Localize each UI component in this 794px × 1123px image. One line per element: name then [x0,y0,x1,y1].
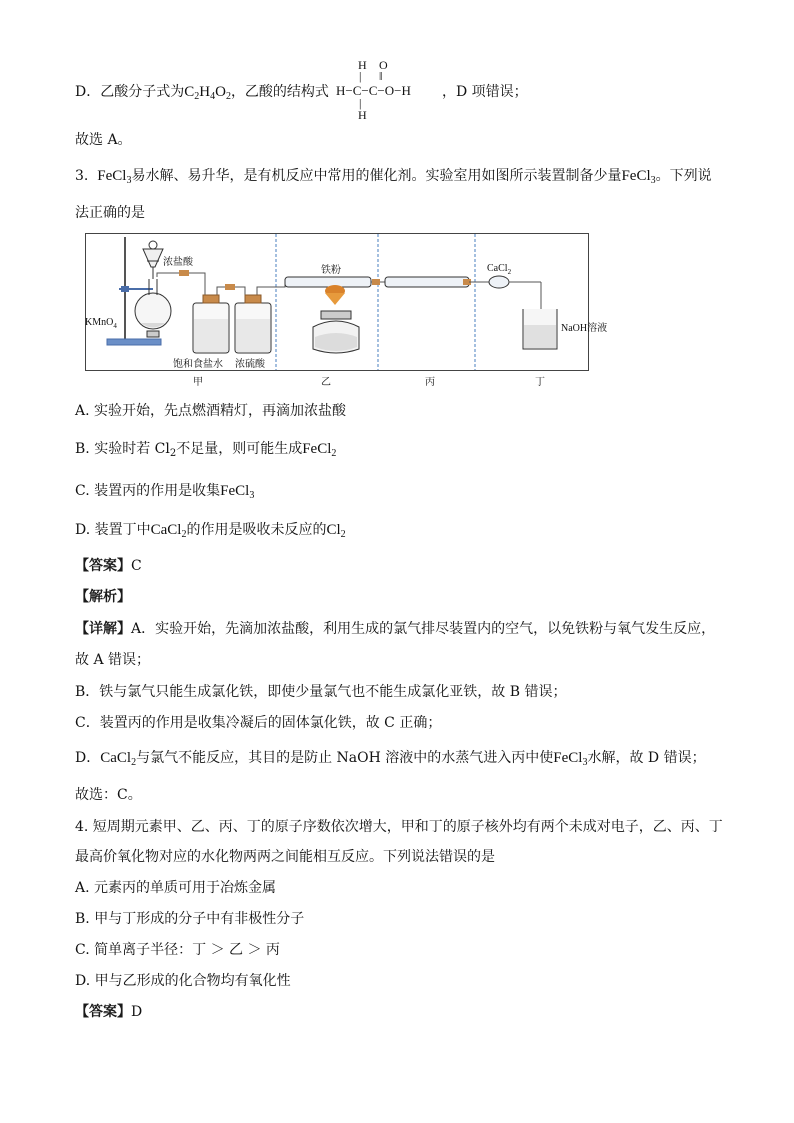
apparatus-diagram [85,233,608,391]
q3-option-b: B. 实验时若 $Cl_2$不足量，则可能生成FeCl$_2$ [75,441,337,459]
q4-stem-line1: 4. 短周期元素甲、乙、丙、丁的原子序数依次增大，甲和丁的原子核外均有两个未成对电子，乙、丙、丁 [75,819,723,835]
acetic-acid-structure: H O | ‖ H−C−C−O−H | H [336,58,411,122]
q3-stem-line1: 3. FeCl$_3$易水解、易升华，是有机反应中常用的催化剂。实验室用如图所示装置制备少量FeCl$_3$。下列说 [75,168,712,186]
q3-option-a: A. 实验开始，先点燃酒精灯，再滴加浓盐酸 [75,403,347,419]
label-h2so4: 浓硫酸 [235,359,265,370]
collection-tube [385,277,471,287]
q3-choose: 故选：C。 [75,787,142,803]
label-cacl2: CaCl$_2$ [487,263,512,276]
q3-option-d: D. 装置丁中CaCl$_2$的作用是吸收未反应的$Cl_2$ [75,522,346,540]
q4-option-a: A. 元素丙的单质可用于冶炼金属 [75,880,277,896]
label-ding: 丁 [535,377,545,388]
q4-option-d: D. 甲与乙形成的化合物均有氧化性 [75,973,291,989]
q3-answer: 【答案】C [75,558,142,574]
q3-stem-line2: 法正确的是 [75,205,145,221]
naoh-beaker [523,309,557,349]
sulfuric-acid-bottle [235,295,271,353]
label-yi: 乙 [321,377,331,388]
q3-analysis-tag: 【解析】 [75,589,131,605]
option-d-tail: ，D 项错误； [442,84,528,100]
label-iron-powder: 铁粉 [321,265,341,276]
q3-option-c: C. 装置丙的作用是收集FeCl$_3$ [75,483,255,501]
q3-detail-line2: 故 A 错误； [75,652,151,668]
choose-a: 故选 A。 [75,132,132,148]
q3-detail-line4: C．装置丙的作用是收集冷凝后的固体氯化铁，故 C 正确； [75,715,442,731]
q3-detail-line5: D．CaCl$_2$与氯气不能反应，其目的是防止 NaOH 溶液中的水蒸气进入丙中使FeCl$_3$水解，故 D 错误； [75,750,706,768]
label-jia: 甲 [193,377,203,388]
option-d-acetic-acid: D．乙酸分子式为$C_2H_4O_2$，乙酸的结构式 [75,84,329,102]
q4-stem-line2: 最高价氧化物对应的水化物两两之间能相互反应。下列说法错误的是 [75,849,495,865]
label-bing: 丙 [425,377,435,388]
q4-option-c: C. 简单离子半径：丁 ＞ 乙 ＞ 丙 [75,942,280,958]
q3-detail-line1: 【详解】A．实验开始，先滴加浓盐酸，利用生成的氯气排尽装置内的空气，以免铁粉与氧气发生反应， [75,621,716,637]
label-conc-hcl: 浓盐酸 [163,257,193,268]
brine-bottle [193,295,229,353]
label-naoh: NaOH溶液 [561,323,608,334]
reaction-flask [135,279,171,337]
label-brine: 饱和食盐水 [173,359,223,370]
q4-option-b: B. 甲与丁形成的分子中有非极性分子 [75,911,305,927]
q3-detail-line3: B．铁与氯气只能生成氯化铁，即使少量氯气也不能生成氯化亚铁，故 B 错误； [75,684,567,700]
label-kmno4: KMnO$_4$ [85,317,117,330]
iron-powder-tube [285,277,371,353]
q4-answer: 【答案】D [75,1004,143,1020]
